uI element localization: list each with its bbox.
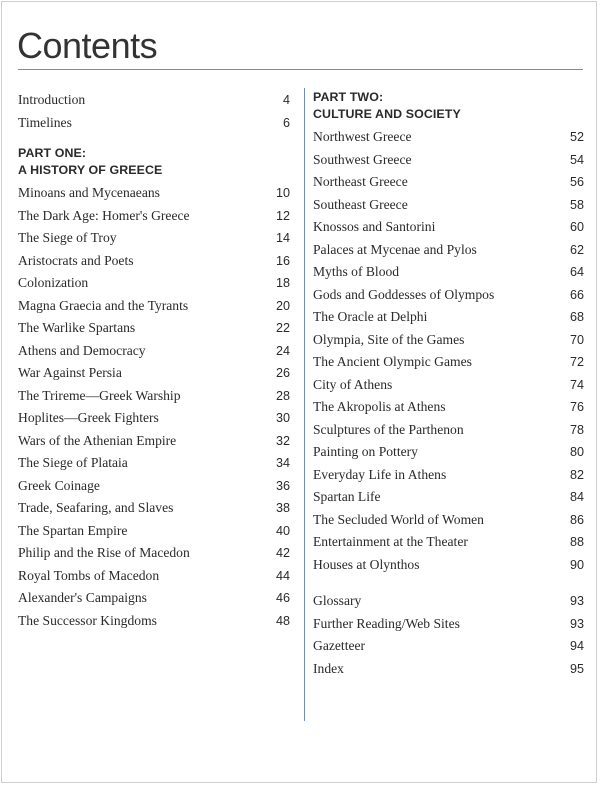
toc-entry — [18, 542, 290, 565]
toc-entry-title: Minoans and Mycenaeans — [18, 185, 160, 200]
toc-entry — [313, 613, 584, 636]
toc-entry-page-number: 94 — [569, 639, 584, 653]
part-one-title: A HISTORY OF GREECE — [18, 163, 163, 177]
toc-entry-title: Introduction — [18, 92, 86, 107]
toc-entry-title: Everyday Life in Athens — [313, 466, 447, 482]
toc-entry-page-number: 12 — [275, 208, 290, 223]
toc-entry-title: Gazetteer — [313, 638, 366, 653]
toc-entry — [18, 497, 290, 520]
toc-entry — [313, 486, 584, 509]
toc-entry-title: Trade, Seafaring, and Slaves — [18, 500, 174, 515]
part-two-list — [313, 126, 584, 576]
toc-entry-page-number: 20 — [275, 298, 290, 313]
toc-entry-title: War Against Persia — [18, 365, 122, 380]
left-column — [18, 89, 290, 632]
toc-entry-page-number: 70 — [569, 332, 584, 347]
toc-entry-title: The Warlike Spartans — [18, 320, 136, 335]
toc-entry — [313, 351, 584, 374]
toc-entry-page-number: 42 — [275, 546, 290, 560]
toc-entry-page-number: 60 — [569, 220, 584, 234]
toc-entry-title: Magna Graecia and the Tyrants — [18, 297, 189, 313]
toc-entry-title: Northwest Greece — [313, 129, 412, 144]
toc-entry-title: Knossos and Santorini — [313, 219, 436, 234]
part-one-number: PART ONE: — [18, 146, 87, 160]
toc-entry-page-number: 10 — [275, 186, 290, 200]
toc-entry-title: The Trireme—Greek Warship — [18, 387, 181, 403]
toc-entry-page-number: 16 — [275, 253, 290, 268]
toc-entry — [18, 385, 290, 408]
toc-entry — [313, 396, 584, 419]
toc-entry-title: The Spartan Empire — [18, 522, 128, 538]
toc-entry — [313, 149, 584, 172]
toc-entry — [18, 317, 290, 340]
toc-entry-title: City of Athens — [313, 376, 393, 392]
toc-entry-title: Hoplites—Greek Fighters — [18, 410, 159, 425]
toc-entry-title: Palaces at Mycenae and Pylos — [313, 241, 477, 257]
toc-entry-title: Athens and Democracy — [18, 342, 146, 358]
toc-entry-page-number: 84 — [569, 490, 584, 504]
toc-entry-page-number: 24 — [275, 343, 290, 358]
toc-entry-page-number: 80 — [569, 445, 584, 459]
toc-entry — [18, 205, 290, 228]
toc-entry-page-number: 52 — [569, 130, 584, 144]
toc-entry — [313, 419, 584, 442]
toc-entry-page-number: 86 — [569, 512, 584, 527]
toc-entry-page-number: 66 — [569, 287, 584, 302]
toc-entry-title: Timelines — [18, 114, 72, 130]
toc-entry — [18, 520, 290, 543]
toc-entry-title: Northeast Greece — [313, 174, 408, 189]
toc-entry — [313, 306, 584, 329]
toc-entry — [18, 182, 290, 205]
toc-entry-title: The Successor Kingdoms — [18, 612, 157, 628]
toc-entry — [313, 509, 584, 532]
toc-entry — [18, 565, 290, 588]
toc-entry — [313, 126, 584, 149]
toc-entry-page-number: 48 — [275, 613, 290, 628]
toc-entry-title: Wars of the Athenian Empire — [18, 432, 177, 448]
toc-entry — [18, 452, 290, 475]
toc-entry-title: Southwest Greece — [313, 151, 412, 167]
toc-entry-page-number: 44 — [275, 568, 290, 583]
toc-entry-page-number: 64 — [569, 265, 584, 279]
toc-entry — [313, 239, 584, 262]
toc-entry — [313, 590, 584, 613]
toc-entry — [18, 272, 290, 295]
toc-entry — [18, 430, 290, 453]
toc-entry-title: The Siege of Troy — [18, 230, 117, 245]
title-rule — [18, 69, 583, 70]
toc-entry — [313, 531, 584, 554]
toc-entry-page-number: 46 — [275, 591, 290, 605]
toc-entry-title: Spartan Life — [313, 489, 381, 504]
toc-entry — [18, 250, 290, 273]
toc-entry-page-number: 26 — [275, 366, 290, 380]
toc-entry-page-number: 18 — [275, 276, 290, 290]
toc-entry-title: Further Reading/Web Sites — [313, 615, 460, 631]
toc-entry — [18, 340, 290, 363]
toc-entry-page-number: 54 — [569, 152, 584, 167]
toc-entry-page-number: 88 — [569, 535, 584, 549]
toc-entry — [18, 587, 290, 610]
toc-entry-page-number: 30 — [275, 411, 290, 425]
toc-entry-title: The Ancient Olympic Games — [313, 354, 472, 369]
toc-entry-title: The Siege of Plataia — [18, 455, 128, 470]
toc-entry-page-number: 93 — [569, 594, 584, 608]
toc-entry — [18, 112, 290, 135]
part-one-list — [18, 182, 290, 632]
toc-entry-page-number: 82 — [569, 467, 584, 482]
toc-entry-title: Myths of Blood — [313, 264, 400, 279]
toc-entry-title: Index — [313, 660, 344, 676]
toc-entry-page-number: 68 — [569, 310, 584, 324]
toc-entry-title: The Akropolis at Athens — [313, 399, 446, 414]
toc-entry-title: Painting on Pottery — [313, 444, 418, 459]
toc-entry-page-number: 40 — [275, 523, 290, 538]
toc-entry — [18, 407, 290, 430]
toc-entry-title: Philip and the Rise of Macedon — [18, 545, 190, 560]
toc-entry-page-number: 90 — [569, 557, 584, 572]
column-divider — [304, 88, 305, 721]
toc-entry — [313, 554, 584, 577]
toc-entry-page-number: 22 — [275, 321, 290, 335]
toc-entry-page-number: 93 — [569, 616, 584, 631]
toc-entry — [18, 475, 290, 498]
toc-entry — [313, 194, 584, 217]
toc-entry-title: Houses at Olynthos — [313, 556, 420, 572]
toc-entry-title: The Oracle at Delphi — [313, 309, 428, 324]
toc-entry — [18, 362, 290, 385]
toc-entry-page-number: 74 — [569, 377, 584, 392]
toc-entry-page-number: 95 — [569, 661, 584, 676]
toc-entry-title: Sculptures of the Parthenon — [313, 421, 464, 437]
toc-entry — [313, 464, 584, 487]
toc-entry-title: Aristocrats and Poets — [18, 252, 134, 268]
toc-entry-page-number: 36 — [275, 478, 290, 493]
toc-entry — [313, 216, 584, 239]
part-two-title: CULTURE AND SOCIETY — [313, 107, 461, 121]
toc-entry-page-number: 38 — [275, 501, 290, 515]
toc-entry-title: The Secluded World of Women — [313, 511, 484, 527]
toc-entry-page-number: 62 — [569, 242, 584, 257]
toc-entry — [313, 284, 584, 307]
toc-entry-title: Greek Coinage — [18, 477, 100, 493]
toc-entry-page-number: 56 — [569, 175, 584, 189]
back-matter-list — [313, 590, 584, 680]
toc-entry-page-number: 78 — [569, 422, 584, 437]
part-one-heading — [18, 145, 290, 179]
toc-entry — [313, 374, 584, 397]
toc-entry-page-number: 6 — [282, 115, 290, 130]
page-title: Contents — [17, 25, 158, 66]
toc-entry-title: The Dark Age: Homer's Greece — [18, 207, 190, 223]
toc-entry — [18, 89, 290, 112]
toc-entry-title: Olympia, Site of the Games — [313, 331, 465, 347]
toc-entry — [313, 441, 584, 464]
toc-entry-title: Glossary — [313, 593, 362, 608]
toc-entry — [18, 295, 290, 318]
toc-entry-title: Royal Tombs of Macedon — [18, 567, 160, 583]
toc-entry — [18, 610, 290, 633]
toc-entry — [313, 261, 584, 284]
intro-list — [18, 89, 290, 134]
toc-entry — [313, 658, 584, 681]
right-column — [313, 89, 584, 680]
toc-entry-page-number: 76 — [569, 400, 584, 414]
toc-entry — [18, 227, 290, 250]
part-two-heading — [313, 89, 584, 123]
toc-entry-title: Southeast Greece — [313, 196, 408, 212]
toc-entry-title: Entertainment at the Theater — [313, 534, 468, 549]
toc-entry-page-number: 32 — [275, 433, 290, 448]
toc-entry-title: Gods and Goddesses of Olympos — [313, 286, 495, 302]
toc-entry — [313, 329, 584, 352]
toc-entry-title: Colonization — [18, 275, 89, 290]
toc-entry-page-number: 72 — [569, 355, 584, 369]
toc-entry-title: Alexander's Campaigns — [18, 590, 147, 605]
toc-entry — [313, 635, 584, 658]
toc-entry-page-number: 34 — [275, 456, 290, 470]
toc-entry-page-number: 4 — [282, 93, 290, 107]
part-two-number: PART TWO: — [313, 90, 384, 104]
toc-entry-page-number: 28 — [275, 388, 290, 403]
toc-entry-page-number: 58 — [569, 197, 584, 212]
toc-entry-page-number: 14 — [275, 231, 290, 245]
toc-entry — [313, 171, 584, 194]
